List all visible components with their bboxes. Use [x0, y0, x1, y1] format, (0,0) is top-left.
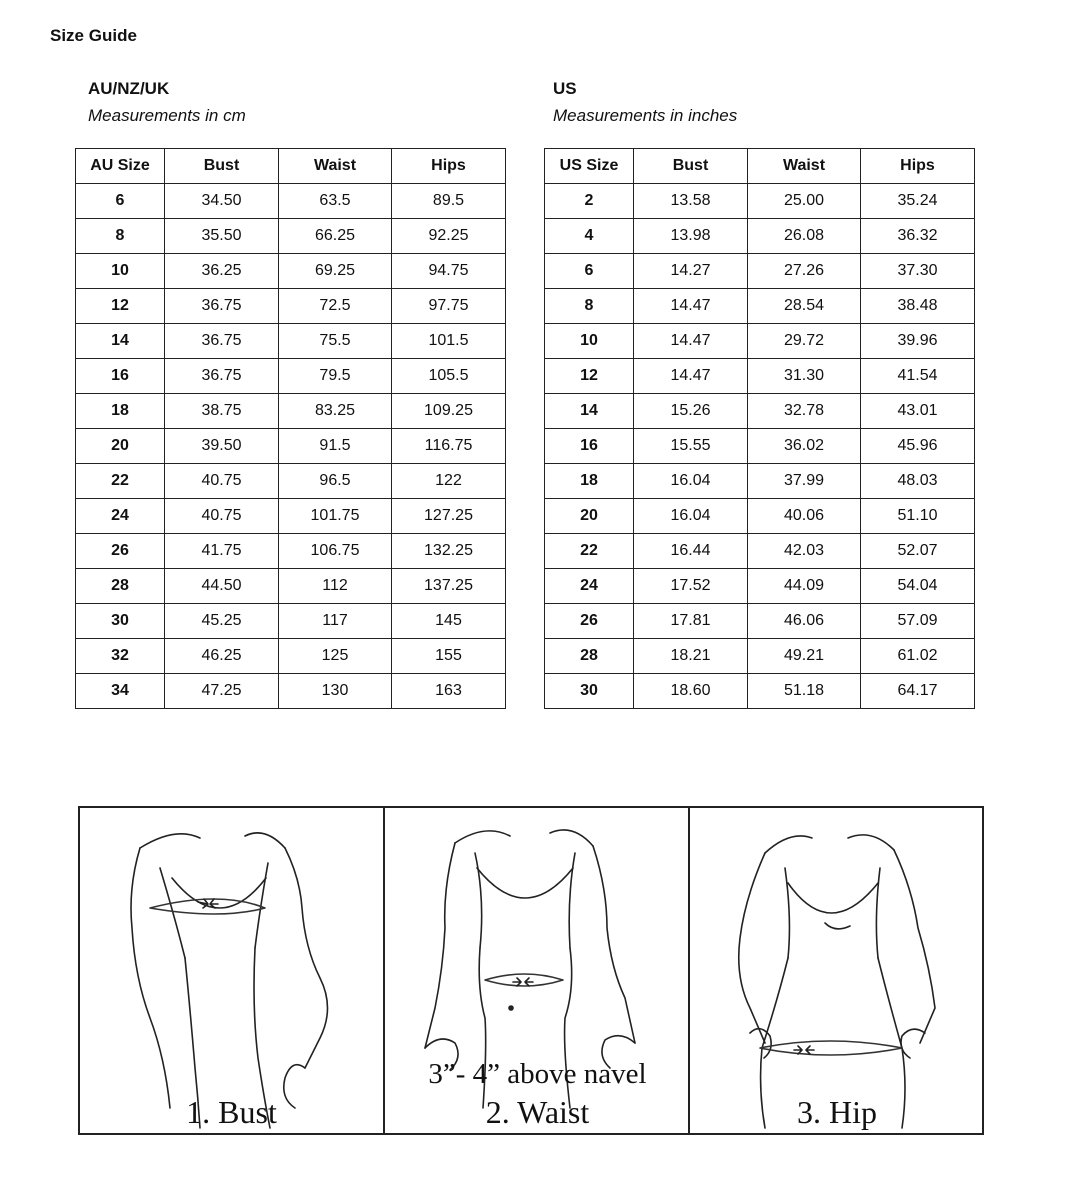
table-row	[545, 499, 975, 534]
table-cell: 155	[392, 639, 506, 674]
table-cell: 41.75	[165, 534, 279, 569]
table-row	[545, 674, 975, 709]
table-cell: 14.27	[634, 254, 748, 289]
table-cell: 41.54	[861, 359, 975, 394]
table-row	[76, 639, 506, 674]
table-cell: 10	[545, 324, 634, 359]
table-cell: 130	[279, 674, 392, 709]
table-cell: 18	[545, 464, 634, 499]
table-cell: 8	[545, 289, 634, 324]
table-cell: 96.5	[279, 464, 392, 499]
au-header-hips: Hips	[392, 149, 506, 184]
table-cell: 48.03	[861, 464, 975, 499]
table-cell: 28	[76, 569, 165, 604]
table-cell: 83.25	[279, 394, 392, 429]
table-cell: 44.09	[748, 569, 861, 604]
table-cell: 14.47	[634, 359, 748, 394]
table-cell: 52.07	[861, 534, 975, 569]
us-header-waist: Waist	[748, 149, 861, 184]
us-header-hips: Hips	[861, 149, 975, 184]
table-cell: 122	[392, 464, 506, 499]
table-cell: 16.44	[634, 534, 748, 569]
table-cell: 32	[76, 639, 165, 674]
table-cell: 32.78	[748, 394, 861, 429]
table-cell: 36.25	[165, 254, 279, 289]
table-cell: 137.25	[392, 569, 506, 604]
table-cell: 91.5	[279, 429, 392, 464]
table-row	[545, 604, 975, 639]
waist-figure-panel	[383, 808, 690, 1133]
table-cell: 69.25	[279, 254, 392, 289]
table-cell: 14	[76, 324, 165, 359]
table-row	[76, 604, 506, 639]
table-cell: 16	[545, 429, 634, 464]
us-header-bust: Bust	[634, 149, 748, 184]
table-cell: 109.25	[392, 394, 506, 429]
table-cell: 127.25	[392, 499, 506, 534]
table-cell: 92.25	[392, 219, 506, 254]
table-cell: 47.25	[165, 674, 279, 709]
hip-illustration	[690, 808, 984, 1133]
au-section-subtitle: Measurements in cm	[88, 106, 246, 125]
table-cell: 22	[76, 464, 165, 499]
table-row	[76, 394, 506, 429]
table-cell: 105.5	[392, 359, 506, 394]
table-cell: 12	[545, 359, 634, 394]
table-row	[545, 569, 975, 604]
bust-figure-panel	[80, 808, 383, 1133]
table-cell: 30	[76, 604, 165, 639]
table-cell: 117	[279, 604, 392, 639]
au-header-waist: Waist	[279, 149, 392, 184]
table-cell: 18.21	[634, 639, 748, 674]
table-row	[545, 394, 975, 429]
table-cell: 13.98	[634, 219, 748, 254]
table-row	[545, 359, 975, 394]
table-cell: 43.01	[861, 394, 975, 429]
us-header-us-size: US Size	[545, 149, 634, 184]
hip-caption: 3. Hip	[797, 1094, 877, 1130]
table-cell: 106.75	[279, 534, 392, 569]
table-cell: 112	[279, 569, 392, 604]
table-cell: 97.75	[392, 289, 506, 324]
table-cell: 40.75	[165, 499, 279, 534]
table-row	[545, 184, 975, 219]
table-row	[545, 534, 975, 569]
measurement-figures	[78, 806, 984, 1135]
table-cell: 51.18	[748, 674, 861, 709]
table-cell: 132.25	[392, 534, 506, 569]
table-cell: 40.06	[748, 499, 861, 534]
table-cell: 28	[545, 639, 634, 674]
table-row	[76, 464, 506, 499]
table-row	[76, 569, 506, 604]
table-cell: 6	[76, 184, 165, 219]
us-section-subtitle: Measurements in inches	[553, 106, 738, 125]
table-cell: 46.06	[748, 604, 861, 639]
table-cell: 94.75	[392, 254, 506, 289]
table-row	[545, 464, 975, 499]
table-cell: 20	[76, 429, 165, 464]
table-cell: 36.75	[165, 324, 279, 359]
table-cell: 44.50	[165, 569, 279, 604]
au-size-table	[75, 148, 506, 709]
table-cell: 75.5	[279, 324, 392, 359]
table-row	[545, 324, 975, 359]
table-cell: 61.02	[861, 639, 975, 674]
table-row	[76, 359, 506, 394]
table-cell: 31.30	[748, 359, 861, 394]
table-cell: 8	[76, 219, 165, 254]
bust-illustration	[80, 808, 383, 1133]
table-cell: 24	[76, 499, 165, 534]
table-row	[76, 289, 506, 324]
table-cell: 35.50	[165, 219, 279, 254]
table-cell: 10	[76, 254, 165, 289]
table-row	[76, 324, 506, 359]
table-cell: 18	[76, 394, 165, 429]
table-row	[76, 534, 506, 569]
table-cell: 101.75	[279, 499, 392, 534]
table-cell: 36.02	[748, 429, 861, 464]
table-cell: 125	[279, 639, 392, 674]
table-cell: 36.75	[165, 289, 279, 324]
table-cell: 163	[392, 674, 506, 709]
table-cell: 17.81	[634, 604, 748, 639]
table-cell: 49.21	[748, 639, 861, 674]
us-table-header-row	[545, 149, 975, 184]
table-cell: 22	[545, 534, 634, 569]
table-cell: 16	[76, 359, 165, 394]
table-cell: 66.25	[279, 219, 392, 254]
table-cell: 25.00	[748, 184, 861, 219]
table-cell: 57.09	[861, 604, 975, 639]
au-section-title: AU/NZ/UK	[88, 79, 170, 98]
table-cell: 6	[545, 254, 634, 289]
table-cell: 20	[545, 499, 634, 534]
au-header-bust: Bust	[165, 149, 279, 184]
table-cell: 26.08	[748, 219, 861, 254]
table-row	[76, 219, 506, 254]
table-cell: 18.60	[634, 674, 748, 709]
table-cell: 39.96	[861, 324, 975, 359]
table-cell: 27.26	[748, 254, 861, 289]
table-cell: 36.32	[861, 219, 975, 254]
table-cell: 35.24	[861, 184, 975, 219]
table-cell: 54.04	[861, 569, 975, 604]
us-section-title: US	[553, 79, 577, 98]
table-cell: 72.5	[279, 289, 392, 324]
table-cell: 116.75	[392, 429, 506, 464]
table-cell: 4	[545, 219, 634, 254]
table-cell: 42.03	[748, 534, 861, 569]
table-cell: 26	[76, 534, 165, 569]
table-cell: 14	[545, 394, 634, 429]
table-row	[76, 499, 506, 534]
table-cell: 51.10	[861, 499, 975, 534]
table-row	[76, 254, 506, 289]
table-cell: 17.52	[634, 569, 748, 604]
table-cell: 34	[76, 674, 165, 709]
au-header-au-size: AU Size	[76, 149, 165, 184]
table-cell: 2	[545, 184, 634, 219]
table-cell: 37.30	[861, 254, 975, 289]
table-row	[545, 219, 975, 254]
table-cell: 34.50	[165, 184, 279, 219]
table-cell: 38.48	[861, 289, 975, 324]
page-title: Size Guide	[50, 26, 137, 45]
table-cell: 145	[392, 604, 506, 639]
table-cell: 45.25	[165, 604, 279, 639]
table-cell: 14.47	[634, 324, 748, 359]
table-cell: 89.5	[392, 184, 506, 219]
table-cell: 15.26	[634, 394, 748, 429]
bust-caption: 1. Bust	[186, 1094, 277, 1130]
us-size-table	[544, 148, 975, 709]
table-cell: 30	[545, 674, 634, 709]
table-cell: 46.25	[165, 639, 279, 674]
hip-figure-panel	[688, 808, 984, 1133]
table-row	[545, 639, 975, 674]
table-row	[545, 289, 975, 324]
table-cell: 37.99	[748, 464, 861, 499]
table-cell: 14.47	[634, 289, 748, 324]
waist-note: 3”- 4” above navel	[428, 1058, 647, 1090]
table-cell: 63.5	[279, 184, 392, 219]
table-cell: 29.72	[748, 324, 861, 359]
table-cell: 15.55	[634, 429, 748, 464]
table-cell: 79.5	[279, 359, 392, 394]
table-row	[545, 429, 975, 464]
table-cell: 39.50	[165, 429, 279, 464]
table-cell: 45.96	[861, 429, 975, 464]
table-row	[545, 254, 975, 289]
table-cell: 64.17	[861, 674, 975, 709]
table-cell: 16.04	[634, 464, 748, 499]
table-cell: 101.5	[392, 324, 506, 359]
table-cell: 24	[545, 569, 634, 604]
table-cell: 36.75	[165, 359, 279, 394]
table-row	[76, 429, 506, 464]
table-cell: 38.75	[165, 394, 279, 429]
table-cell: 26	[545, 604, 634, 639]
table-row	[76, 674, 506, 709]
table-cell: 28.54	[748, 289, 861, 324]
waist-caption: 2. Waist	[485, 1094, 590, 1130]
table-cell: 40.75	[165, 464, 279, 499]
table-cell: 13.58	[634, 184, 748, 219]
table-cell: 16.04	[634, 499, 748, 534]
table-cell: 12	[76, 289, 165, 324]
table-row	[76, 184, 506, 219]
au-table-header-row	[76, 149, 506, 184]
